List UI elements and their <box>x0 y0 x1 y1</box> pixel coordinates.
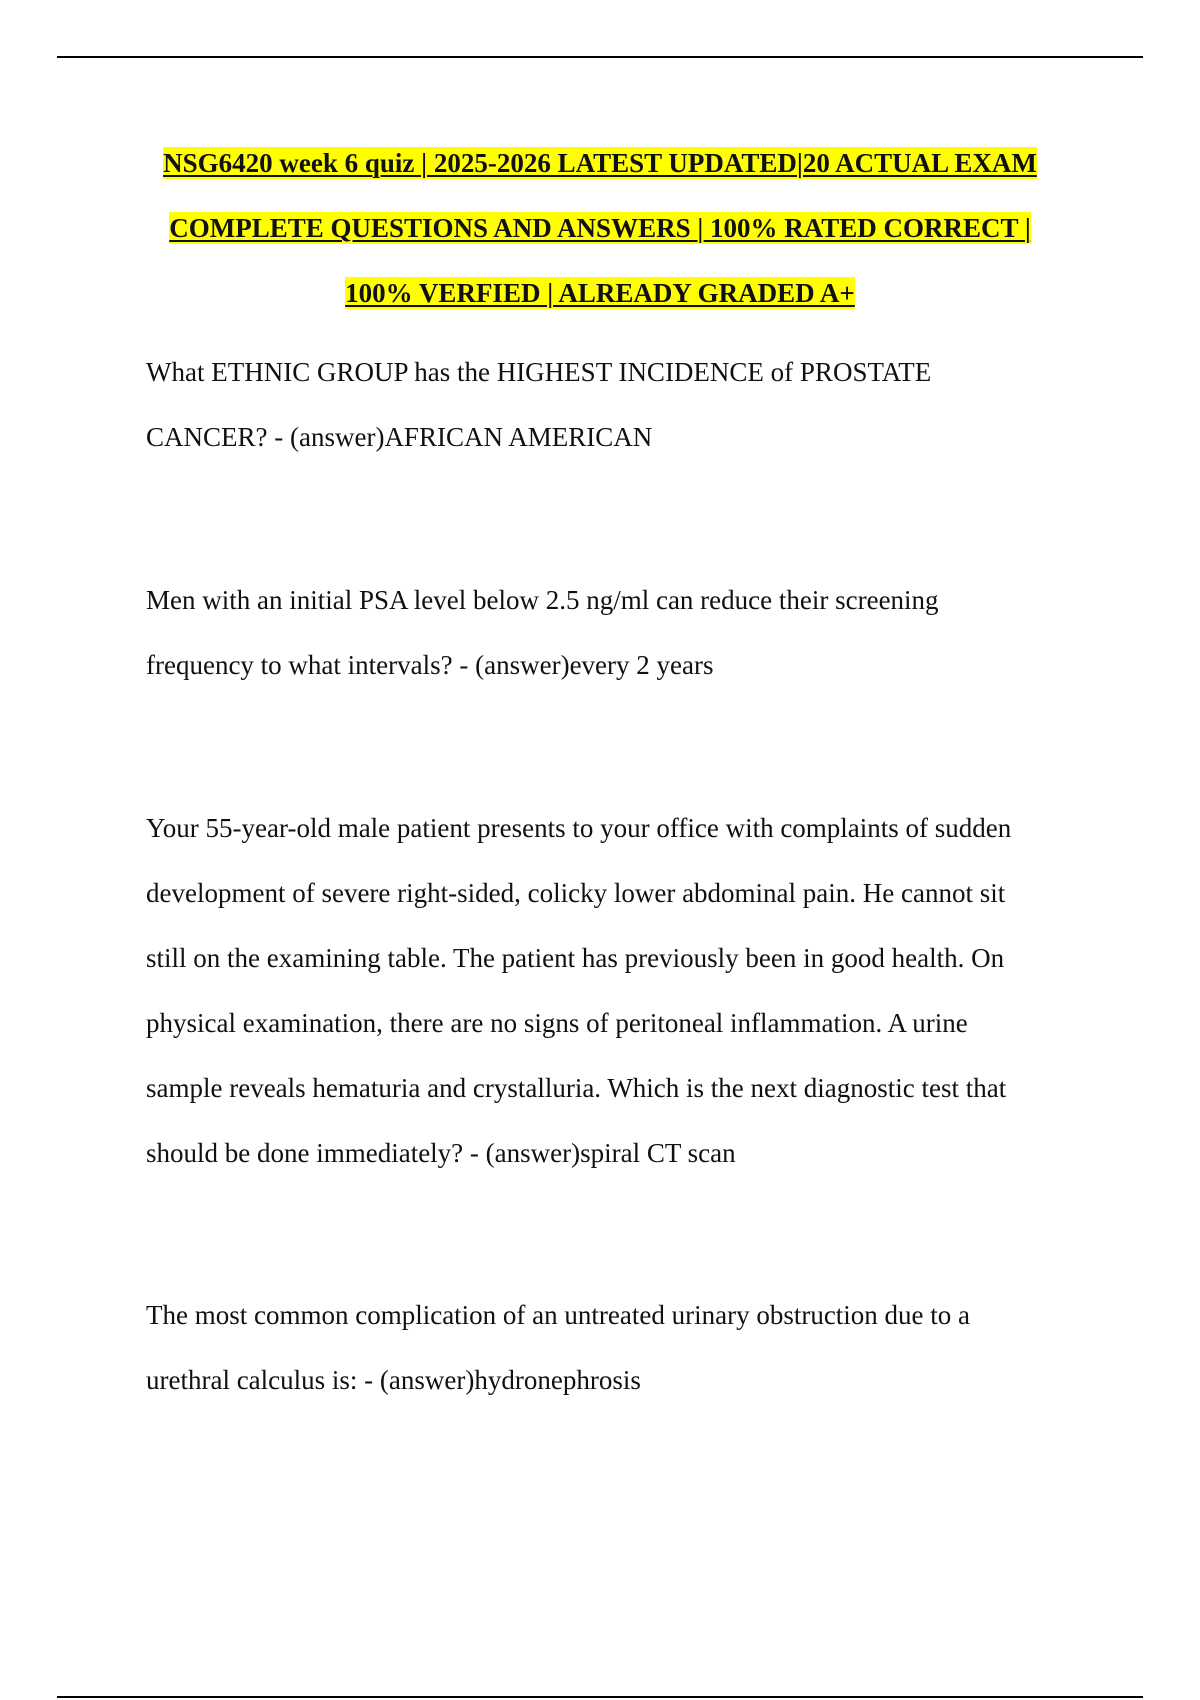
question-4 <box>146 1283 1096 1413</box>
question-2 <box>146 568 1096 698</box>
question-3-line-1: Your 55-year-old male patient presents to your office with complaints of sudden <box>146 813 1012 843</box>
question-1-line-1: What ETHNIC GROUP has the HIGHEST INCIDENCE of PROSTATE <box>146 357 932 387</box>
question-2-line-1: Men with an initial PSA level below 2.5 ng/ml can reduce their screening <box>146 585 939 615</box>
title-line-1: NSG6420 week 6 quiz | 2025-2026 LATEST UPDATED|20 ACTUAL EXAM <box>163 148 1037 178</box>
question-3-line-6: should be done immediately? - (answer)spiral CT scan <box>146 1138 736 1168</box>
bottom-divider <box>57 1696 1143 1698</box>
document-title <box>57 137 1143 332</box>
question-4-line-1: The most common complication of an untreated urinary obstruction due to a <box>146 1300 971 1330</box>
top-divider <box>57 56 1143 58</box>
title-line-3: 100% VERFIED | ALREADY GRADED A+ <box>345 278 855 308</box>
question-4-line-2: urethral calculus is: - (answer)hydronephrosis <box>146 1365 641 1395</box>
question-1-line-2: CANCER? - (answer)AFRICAN AMERICAN <box>146 422 653 452</box>
question-3-line-3: still on the examining table. The patient has previously been in good health. On <box>146 943 1005 973</box>
question-1 <box>146 340 1096 470</box>
question-3-line-4: physical examination, there are no signs of peritoneal inflammation. A urine <box>146 1008 968 1038</box>
question-3 <box>146 796 1096 1186</box>
question-3-line-2: development of severe right-sided, colicky lower abdominal pain. He cannot sit <box>146 878 1006 908</box>
question-3-line-5: sample reveals hematuria and crystalluria. Which is the next diagnostic test that <box>146 1073 1007 1103</box>
title-line-2: COMPLETE QUESTIONS AND ANSWERS | 100% RATED CORRECT | <box>169 213 1031 243</box>
question-2-line-2: frequency to what intervals? - (answer)every 2 years <box>146 650 714 680</box>
